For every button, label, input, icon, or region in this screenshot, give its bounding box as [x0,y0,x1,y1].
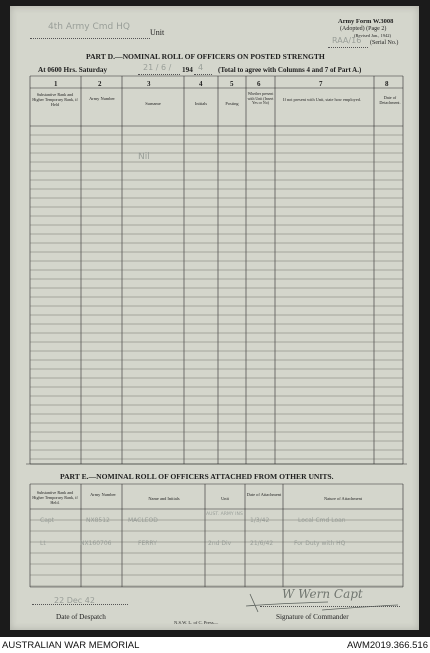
part-e-grid [26,464,407,587]
col-num-4: 4 [199,80,203,88]
part-d-year: 194 [182,66,193,74]
hand-signature: W Wern Capt [282,587,363,601]
col-num-7: 7 [319,80,323,88]
e-col-label-2: Army Number [90,492,116,497]
date-despatch-label: Date of Despatch [56,613,106,621]
e-col-label-5: Date of Attachment [246,492,282,497]
signature-label: Signature of Commander [276,613,349,621]
form-number: Army Form W.3008 [338,18,394,25]
press-label: N.S.W. L. of C. Press— [174,620,219,625]
e-col-label-4: Unit [221,496,229,501]
col-label-1: Substantive Rank and Higher Temporary Rank, if Held [32,92,78,107]
e-row1-name: MACLEOD [128,517,158,524]
e-row2-name: FERRY [138,540,157,547]
col-label-4: Initials [194,101,208,106]
col-label-8: Date of Detachment. [379,95,401,105]
e-col-label-6: Nature of Attachment [323,496,363,501]
unit-label: Unit [150,28,165,37]
e-row1-rank: Capt [40,517,55,524]
col-label-3: Surname [145,101,161,106]
e-row2-rank: Lt [40,540,46,547]
despatch-line [32,604,128,605]
serial-label: (Serial No.) [370,40,399,46]
e-row1-unit: AUST. ARMY INS [206,512,243,517]
e-row1-number: NX8512 [86,517,110,524]
e-row2-unit: 2nd Div [208,540,232,547]
col-label-5: Posting [225,101,239,106]
signature-line [260,606,400,607]
e-row1-nature: Local Cmd Loan [298,517,346,524]
part-e-title: PART E.—NOMINAL ROLL OF OFFICERS ATTACHED FROM OTHER UNITS. [60,472,334,481]
col-num-5: 5 [230,80,234,88]
hand-serial: RAA/16 [332,36,362,45]
form-sheet [10,6,419,630]
hand-unit: 4th Army Cmd HQ [48,22,130,32]
part-d-total-note: (Total to agree with Columns 4 and 7 of Part A.) [218,66,362,74]
part-e-row-lines [30,520,403,586]
hand-year-d: 4 [198,63,204,72]
form-revised: (Revised Jan., 1942) [354,33,391,38]
part-e-table [10,6,419,630]
hand-nil: Nil [138,152,150,162]
col-label-6: Whether present with Unit (Insert Yes or No) [247,92,274,106]
hand-despatch-date: 22 Dec 42 [54,596,95,605]
col-num-3: 3 [147,80,151,88]
col-num-8: 8 [385,80,389,88]
e-row2-number: NX160706 [80,540,112,547]
col-label-7: If not present with Unit, state how employed. [283,97,361,102]
archive-footer [0,637,430,653]
e-row2-date: 21/6/42 [250,540,274,547]
e-col-label-3: Name and Initials [148,496,180,501]
footer-source: AUSTRALIAN WAR MEMORIAL [2,640,140,651]
e-row1-date: 1/3/42 [250,517,270,524]
col-num-1: 1 [54,80,58,88]
part-d-at-hours: At 0600 Hrs. Saturday [38,66,108,74]
form-adopted: (Adopted) (Page 2) [340,26,387,32]
e-row2-nature: For Duty with HQ [294,540,346,547]
col-num-2: 2 [98,80,102,88]
e-col-label-1: Substantive Rank and Higher Temporary Rank, if Held. [32,490,78,505]
part-d-title: PART D.—NOMINAL ROLL OF OFFICERS ON POSTED STRENGTH [86,52,325,61]
col-num-6: 6 [257,80,261,88]
hand-date-d: 21 / 6 / [143,63,172,72]
col-label-2: Army Number [89,96,115,101]
footer-ref: AWM2019.366.516 [347,640,428,651]
